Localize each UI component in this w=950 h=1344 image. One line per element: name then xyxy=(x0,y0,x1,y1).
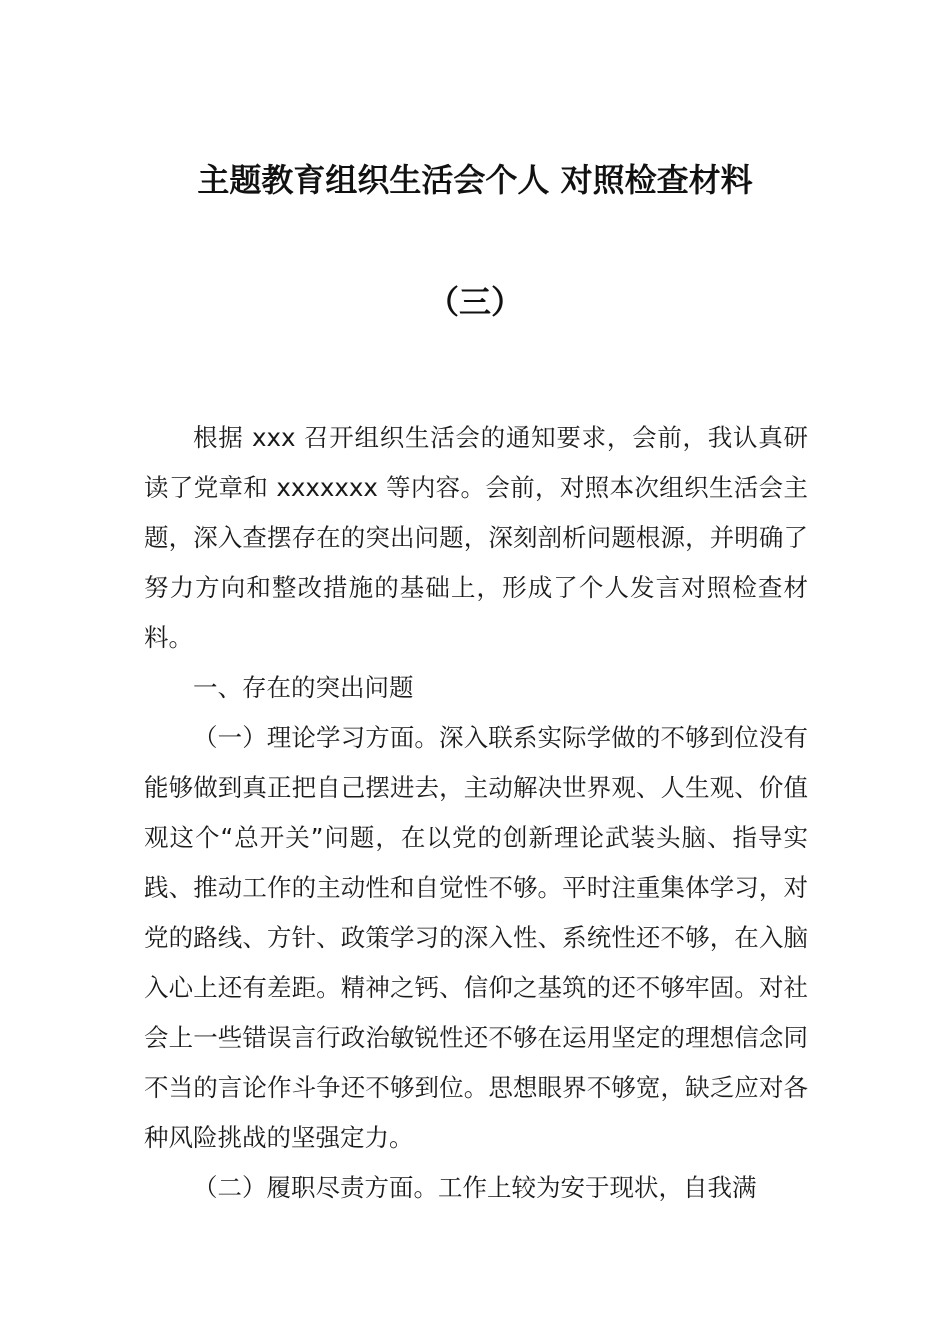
paragraph-intro: 根据 xxx 召开组织生活会的通知要求，会前，我认真研读了党章和 xxxxxxx 等内容。会前，对照本次组织生活会主题，深入查摆存在的突出问题，深刻剖析问题根源，并明确了努力方向和整改措施的基础上，形成了个人发言对照检查材料。 xyxy=(144,423,808,652)
paragraph-duty-performance: （二）履职尽责方面。工作上较为安于现状，自我满 xyxy=(193,1173,757,1202)
document-subtitle: （三） xyxy=(426,283,523,321)
document-title: 主题教育组织生活会个人 对照检查材料 xyxy=(197,161,753,199)
document-body xyxy=(144,413,808,1213)
paragraph-theory-study: （一）理论学习方面。深入联系实际学做的不够到位没有能够做到真正把自己摆进去，主动解决世界观、人生观、价值观这个“总开关”问题，在以党的创新理论武装头脑、指导实践、推动工作的主动性和自觉性不够。平时注重集体学习，对党的路线、方针、政策学习的深入性、系统性还不够，在入脑入心上还有差距。精神之钙、信仰之基筑的还不够牢固。对社会上一些错误言行政治敏锐性还不够在运用坚定的理想信念同不当的言论作斗争还不够到位。思想眼界不够宽，缺乏应对各种风险挑战的坚强定力。 xyxy=(144,723,808,1152)
section-heading-problems: 一、存在的突出问题 xyxy=(193,673,414,702)
